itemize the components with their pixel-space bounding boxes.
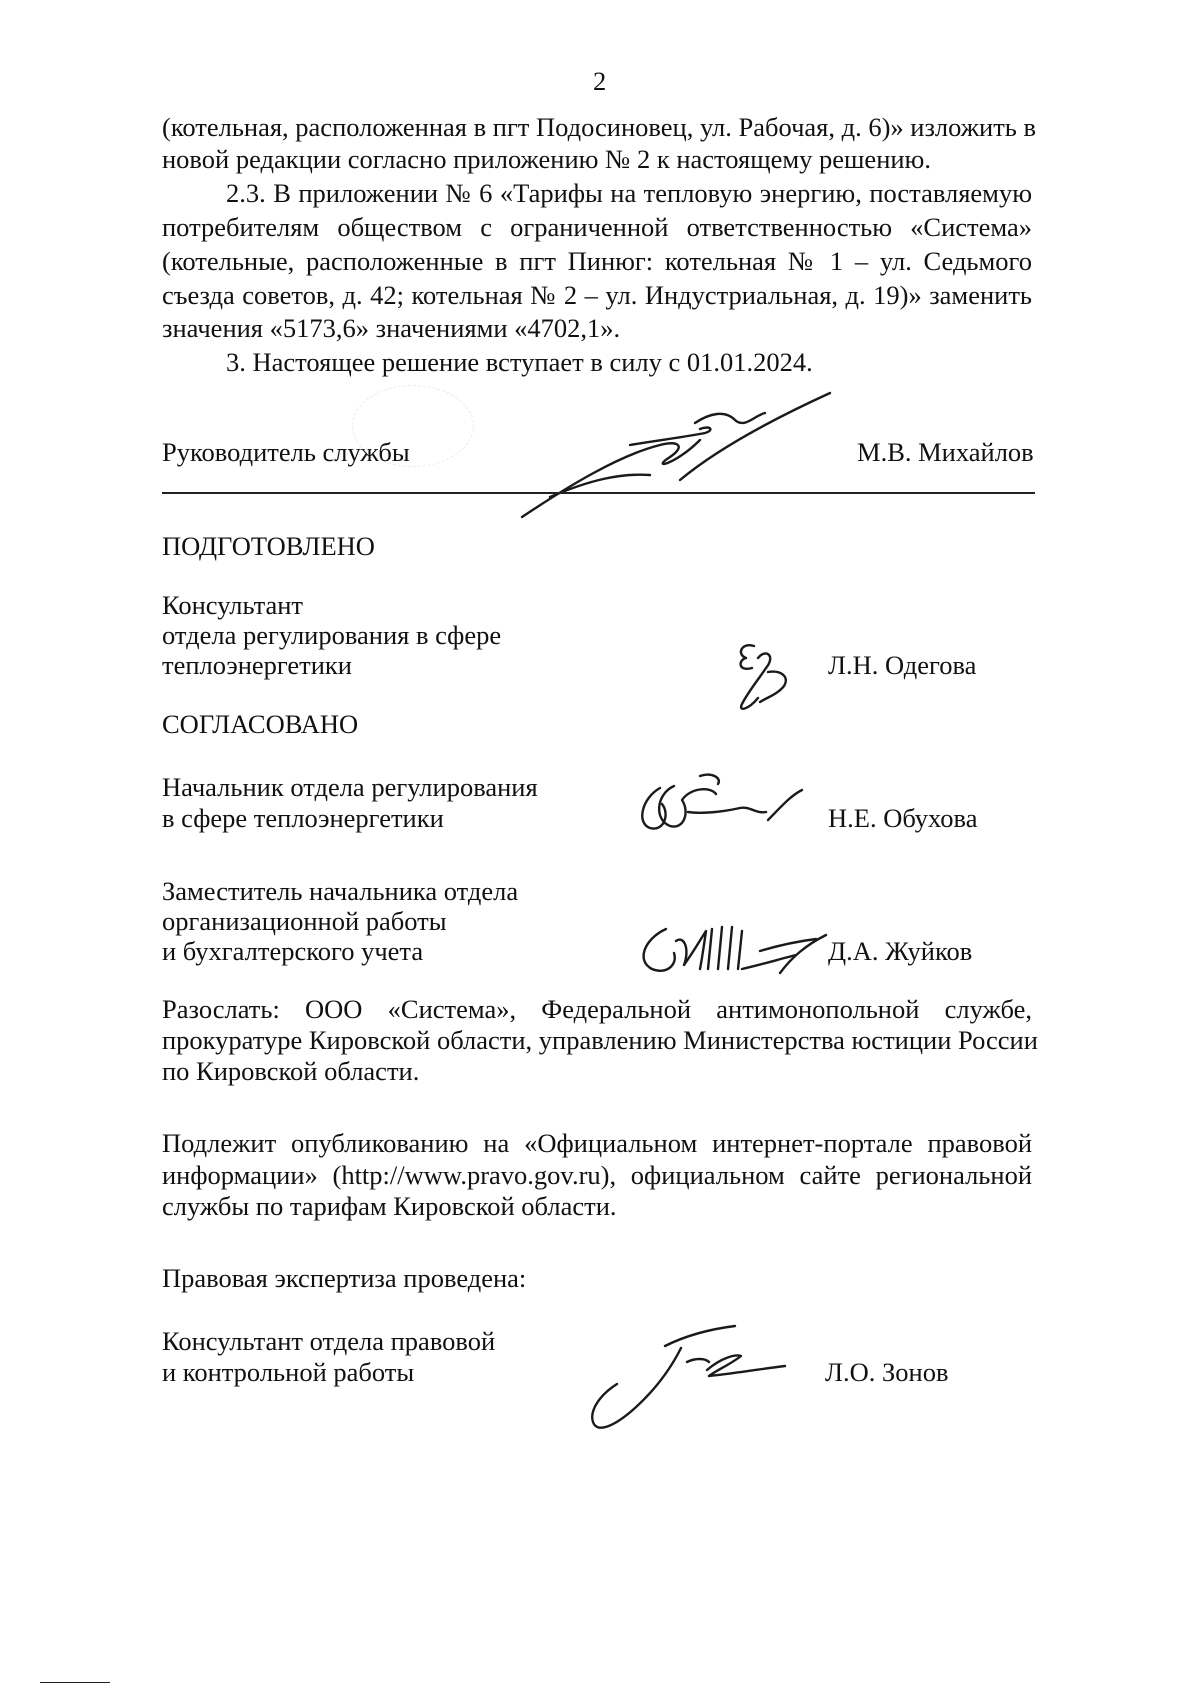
item-2-3-line-4: съезда советов, д. 42; котельная № 2 – ул. Индустриальная, д. 19)» заменить	[162, 280, 1032, 310]
intro-line-2: новой редакции согласно приложению № 2 к настоящему решению.	[162, 144, 931, 174]
distribution-line-1: Разослать: ООО «Система», Федеральной антимонопольной службе,	[162, 994, 1032, 1024]
head-title: Руководитель службы	[162, 437, 410, 467]
prepared-position-line-2: отдела регулирования в сфере	[162, 620, 502, 650]
head-name: М.В. Михайлов	[857, 437, 1034, 467]
agreed-person-2-line-2: организационной работы	[162, 906, 447, 936]
distribution-line-3: по Кировской области.	[162, 1056, 420, 1086]
item-2-3-line-1: 2.3. В приложении № 6 «Тарифы на тепловую энергию, поставляемую	[226, 178, 1032, 208]
page-number: 2	[593, 66, 607, 96]
prepared-position-line-3: теплоэнергетики	[162, 650, 352, 680]
item-2-3-line-2: потребителям обществом с ограниченной ответственностью «Система»	[162, 212, 1032, 242]
head-signature-image	[510, 385, 840, 525]
publication-line-3: службы по тарифам Кировской области.	[162, 1191, 617, 1221]
legal-review-heading: Правовая экспертиза проведена:	[162, 1263, 527, 1293]
prepared-name: Л.Н. Одегова	[828, 650, 977, 680]
item-2-3-line-5: значения «5173,6» значениями «4702,1».	[162, 313, 621, 343]
agreed-person-1-signature-image	[630, 768, 810, 838]
publication-line-1: Подлежит опубликованию на «Официальном интернет-портале правовой	[162, 1128, 1032, 1158]
legal-review-name: Л.О. Зонов	[825, 1357, 949, 1387]
publication-line-2: информации» (http://www.pravo.gov.ru), официальном сайте региональной	[162, 1160, 1032, 1190]
prepared-heading: ПОДГОТОВЛЕНО	[162, 531, 375, 561]
prepared-position-line-1: Консультант	[162, 590, 304, 620]
agreed-heading: СОГЛАСОВАНО	[162, 709, 359, 739]
distribution-line-2: прокуратуре Кировской области, управлению Министерства юстиции России	[162, 1025, 1038, 1055]
agreed-person-2-line-1: Заместитель начальника отдела	[162, 876, 519, 906]
item-2-3-line-3: (котельные, расположенные в пгт Пинюг: котельная № 1 – ул. Седьмого	[162, 246, 1032, 276]
legal-review-line-1: Консультант отдела правовой	[162, 1326, 496, 1356]
agreed-person-1-line-2: в сфере теплоэнергетики	[162, 803, 444, 833]
prepared-signature-image	[718, 632, 808, 714]
agreed-person-1-name: Н.Е. Обухова	[828, 803, 978, 833]
agreed-person-2-signature-image	[630, 915, 830, 981]
intro-line-1: (котельная, расположенная в пгт Подосиновец, ул. Рабочая, д. 6)» изложить в	[162, 112, 1037, 142]
item-3: 3. Настоящее решение вступает в силу с 01.01.2024.	[226, 347, 813, 377]
agreed-person-1-line-1: Начальник отдела регулирования	[162, 772, 538, 802]
agreed-person-2-line-3: и бухгалтерского учета	[162, 936, 424, 966]
footer-line	[40, 1682, 110, 1683]
legal-review-signature-image	[585, 1318, 795, 1438]
separator-line	[162, 492, 1035, 494]
legal-review-line-2: и контрольной работы	[162, 1357, 415, 1387]
agreed-person-2-name: Д.А. Жуйков	[828, 936, 973, 966]
